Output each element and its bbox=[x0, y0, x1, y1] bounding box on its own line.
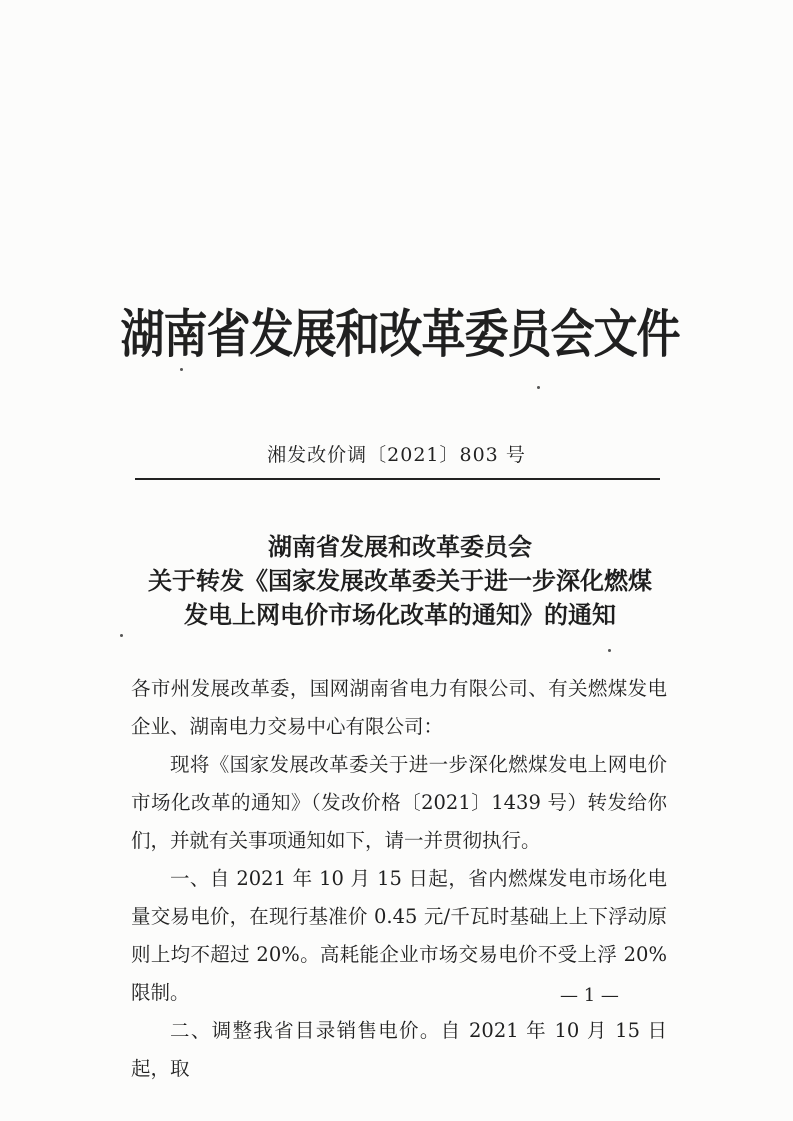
document-title bbox=[100, 530, 700, 632]
scan-speck bbox=[537, 386, 540, 389]
scan-speck bbox=[120, 634, 123, 637]
document-number: 湘发改价调〔2021〕803 号 bbox=[267, 444, 526, 466]
title-line-3: 发电上网电价市场化改革的通知》的通知 bbox=[184, 601, 616, 629]
title-line-2: 关于转发《国家发展改革委关于进一步深化燃煤 bbox=[148, 567, 652, 595]
header-divider bbox=[135, 478, 660, 480]
intro-paragraph: 现将《国家发展改革委关于进一步深化燃煤发电上网电价市场化改革的通知》（发改价格〔2021〕1439 号）转发给你们，并就有关事项通知如下，请一并贯彻执行。 bbox=[131, 753, 667, 852]
salutation-paragraph: 各市州发展改革委，国网湖南省电力有限公司、有关燃煤发电企业、湖南电力交易中心有限公司： bbox=[131, 677, 667, 738]
item-two-paragraph: 二、调整我省目录销售电价。自 2021 年 10 月 15 日起，取 bbox=[131, 1019, 667, 1080]
scan-speck bbox=[180, 368, 183, 371]
title-line-1: 湖南省发展和改革委员会 bbox=[268, 533, 532, 561]
scan-speck bbox=[608, 649, 611, 652]
page-number: — 1 — bbox=[560, 985, 619, 1006]
item-one-paragraph: 一、自 2021 年 10 月 15 日起，省内燃煤发电市场化电量交易电价，在现行基准价 0.45 元/千瓦时基础上上下浮动原则上均不超过 20%。高耗能企业市场交易电价不受上浮 20%限制。 bbox=[131, 867, 667, 1004]
issuing-authority-header: 湖南省发展和改革委员会文件 bbox=[120, 304, 680, 365]
document-body bbox=[131, 670, 667, 1088]
